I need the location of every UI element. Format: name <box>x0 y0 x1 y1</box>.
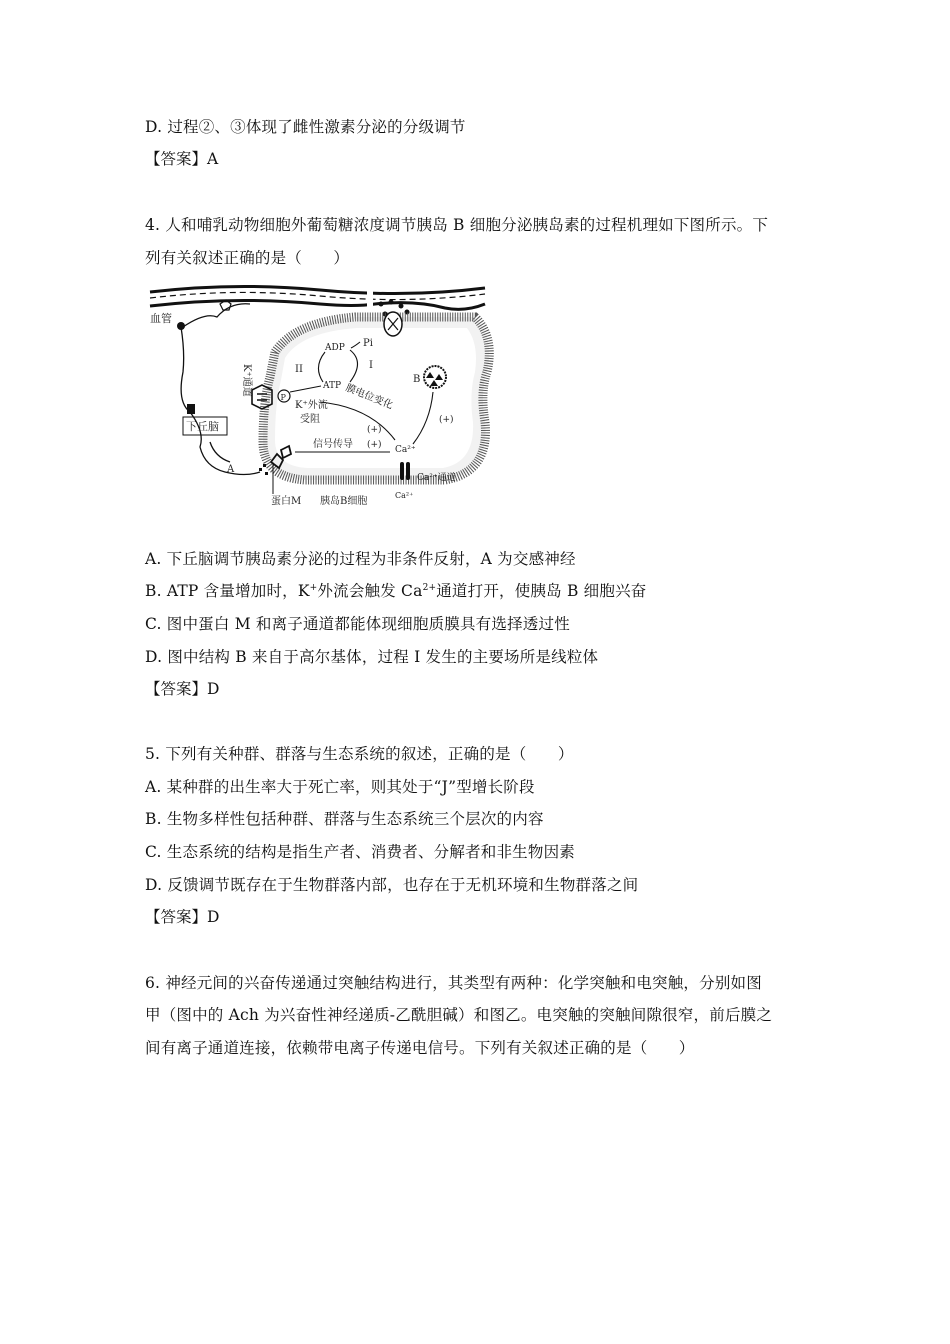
ca-channel-label: Ca²⁺通道 <box>417 473 456 483</box>
q4-option-c: C. 图中蛋白 M 和离子通道都能体现细胞质膜具有选择透过性 <box>145 615 570 633</box>
ca-superscript: 2+ <box>422 582 437 593</box>
q4-option-b-mid: 外流会触发 Ca <box>317 582 423 600</box>
process-2-label: II <box>295 364 303 375</box>
process-1-label: I <box>369 360 373 371</box>
signal-label: 信号传导 <box>313 439 353 450</box>
k-efflux-label-1: K⁺外流 <box>295 400 328 411</box>
adp-label: ADP <box>325 343 345 353</box>
atp-label: ATP <box>323 381 342 391</box>
q5-option-c: C. 生态系统的结构是指生产者、消费者、分解者和非生物因素 <box>145 843 575 861</box>
nerve-a-label: A <box>227 464 235 475</box>
protein-m-label: 蛋白M <box>271 496 302 507</box>
q4-stem-line2: 列有关叙述正确的是（ ） <box>145 249 350 267</box>
pi-label: Pi <box>363 338 373 349</box>
q4-answer: 【答案】D <box>145 680 220 698</box>
vesicle-b-label: B <box>413 374 421 385</box>
q4-stem-line1: 4. 人和哺乳动物细胞外葡萄糖浓度调节胰岛 B 细胞分泌胰岛素的过程机理如下图所示。下 <box>145 216 769 234</box>
membrane-potential-label: 膜电位变化 <box>343 382 395 412</box>
neurotransmitter-dots <box>259 464 268 475</box>
q6-line2: 甲（图中的 Ach 为兴奋性神经递质-乙酰胆碱）和图乙。电突触的突触间隙很窄，前后膜之 <box>145 1006 773 1024</box>
q5-option-a: A. 某种群的出生率大于死亡率，则其处于“J”型增长阶段 <box>145 778 535 796</box>
islet-cell-label: 胰岛B细胞 <box>320 496 368 507</box>
exocytosis-plus: (+) <box>439 415 454 425</box>
blood-vessel-label: 血管 <box>150 312 172 325</box>
q4-option-b-pre: B. ATP 含量增加时，K <box>145 582 310 600</box>
k-efflux-label-2: 受阻 <box>300 414 320 425</box>
signal-plus: (+) <box>367 440 382 450</box>
q4-option-d: D. 图中结构 B 来自于高尔基体，过程 I 发生的主要场所是线粒体 <box>145 648 599 666</box>
q4-option-b-post: 通道打开，使胰岛 B 细胞兴奋 <box>436 582 647 600</box>
potential-plus: (+) <box>367 425 382 435</box>
q5-answer: 【答案】D <box>145 908 220 926</box>
prev-option-d: D. 过程②、③体现了雌性激素分泌的分级调节 <box>145 118 466 136</box>
hypothalamus-node <box>187 404 195 414</box>
q6-line1: 6. 神经元间的兴奋传递通过突触结构进行，其类型有两种：化学突触和电突触，分别如图 <box>145 974 762 992</box>
neuron-dot <box>177 322 185 330</box>
islet-b-cell-diagram <box>145 282 500 512</box>
q6-line3: 间有离子通道连接，依赖带电离子传递电信号。下列有关叙述正确的是（ ） <box>145 1039 695 1057</box>
prev-answer: 【答案】A <box>145 150 219 168</box>
phosphate-label: P <box>280 393 286 402</box>
k-channel-label: K⁺通道 <box>241 364 252 397</box>
ca-ion-label: Ca²⁺ <box>395 445 416 455</box>
ca-ion-outside: Ca²⁺ <box>395 491 414 500</box>
q5-option-b: B. 生物多样性包括种群、群落与生态系统三个层次的内容 <box>145 810 544 828</box>
k-superscript: + <box>309 582 318 593</box>
q4-option-a: A. 下丘脑调节胰岛素分泌的过程为非条件反射，A 为交感神经 <box>145 550 576 568</box>
q5-option-d: D. 反馈调节既存在于生物群落内部，也存在于无机环境和生物群落之间 <box>145 876 639 894</box>
q5-stem: 5. 下列有关种群、群落与生态系统的叙述，正确的是（ ） <box>145 745 574 763</box>
q4-option-b <box>145 581 646 601</box>
blood-vessel-walls <box>150 286 485 309</box>
hypothalamus-label: 下丘脑 <box>186 420 219 433</box>
